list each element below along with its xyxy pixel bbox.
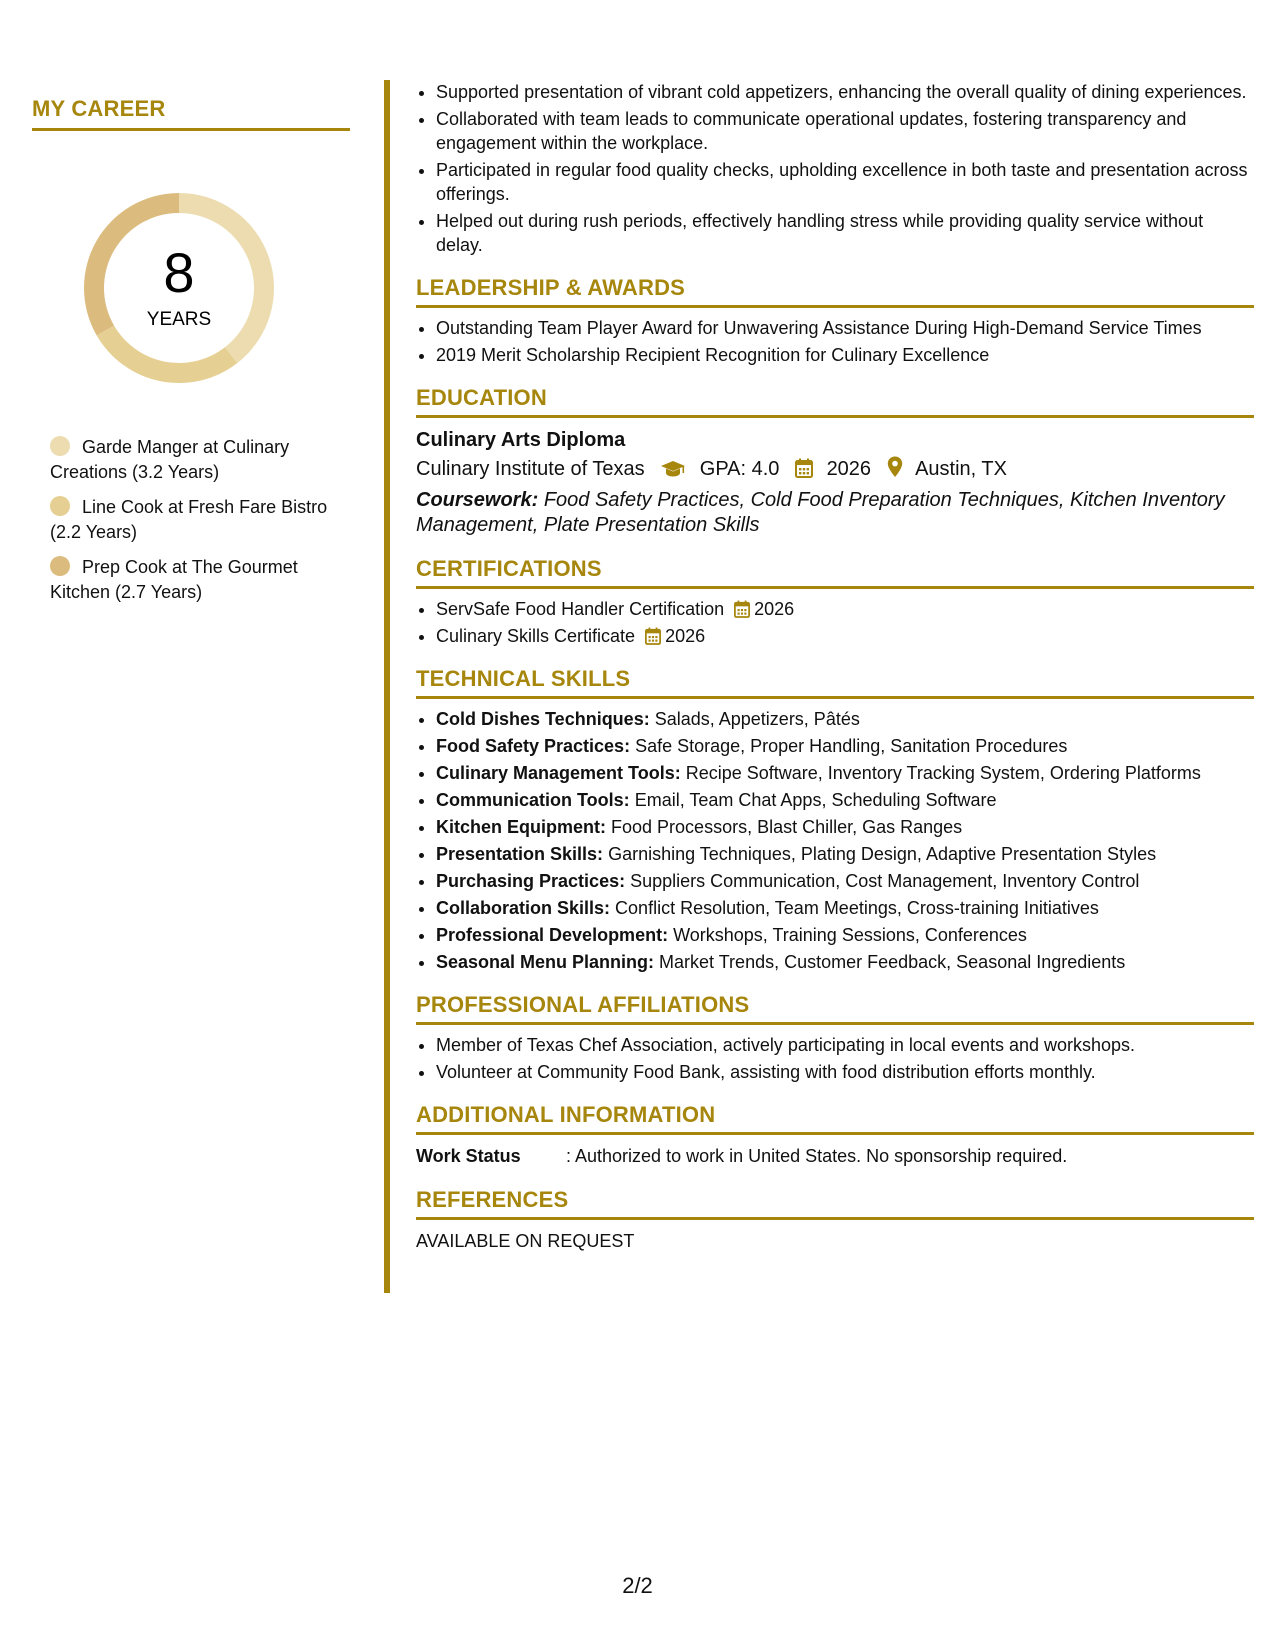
- leadership-title: LEADERSHIP & AWARDS: [416, 275, 1254, 308]
- certification-name: ServSafe Food Handler Certification: [436, 599, 725, 619]
- legend-item: [50, 555, 350, 605]
- legend-dot: [50, 496, 70, 516]
- additional-info-title: ADDITIONAL INFORMATION: [416, 1102, 1254, 1135]
- list-item: [436, 869, 1254, 893]
- skill-label: Cold Dishes Techniques:: [436, 709, 650, 729]
- skill-label: Presentation Skills:: [436, 844, 604, 864]
- legend-dot: [50, 436, 70, 456]
- legend-label: Garde Manger at Culinary Creations (3.2 Years): [50, 437, 290, 482]
- calendar-icon: [635, 626, 665, 646]
- list-item: • Outstanding Team Player Award for Unwavering Assistance During High-Demand Service Times: [436, 316, 1254, 340]
- career-title: MY CAREER: [32, 96, 350, 131]
- coursework-value: Food Safety Practices, Cold Food Preparation Techniques, Kitchen Inventory Management, Plate Presentation Skills: [416, 489, 1225, 536]
- total-years-label: YEARS: [146, 309, 212, 330]
- education-degree: Culinary Arts Diploma: [416, 429, 626, 451]
- list-item: [436, 896, 1254, 920]
- education-year: 2026: [826, 458, 872, 480]
- skill-value: Garnishing Techniques, Plating Design, Adaptive Presentation Styles: [608, 844, 1157, 864]
- list-item: • Helped out during rush periods, effectively handling stress while providing quality service without delay.: [436, 209, 1254, 257]
- career-donut-chart: [66, 175, 292, 401]
- legend-label: Line Cook at Fresh Fare Bistro (2.2 Years): [50, 497, 328, 542]
- references-title: REFERENCES: [416, 1187, 1254, 1220]
- certifications-title: CERTIFICATIONS: [416, 556, 1254, 589]
- education-location: Austin, TX: [915, 458, 1007, 480]
- main-content: [416, 80, 1254, 1254]
- education-gpa: GPA: 4.0: [699, 458, 780, 480]
- skill-label: Communication Tools:: [436, 790, 630, 810]
- coursework-label: Coursework:: [416, 489, 539, 511]
- certification-year: 2026: [754, 599, 795, 619]
- skill-value: Conflict Resolution, Team Meetings, Cross-training Initiatives: [615, 898, 1099, 918]
- list-item: [436, 923, 1254, 947]
- affiliations-title: PROFESSIONAL AFFILIATIONS: [416, 992, 1254, 1025]
- education-coursework: [416, 488, 1254, 538]
- skill-label: Collaboration Skills:: [436, 898, 611, 918]
- education-details: [416, 454, 1254, 484]
- list-item: • Collaborated with team leads to communicate operational updates, fostering transparency and engagement within the workplace.: [436, 107, 1254, 155]
- skill-label: Purchasing Practices:: [436, 871, 626, 891]
- list-item: • Volunteer at Community Food Bank, assisting with food distribution efforts monthly.: [436, 1060, 1254, 1084]
- legend-label: Prep Cook at The Gourmet Kitchen (2.7 Years): [50, 557, 298, 602]
- skill-value: Workshops, Training Sessions, Conferences: [673, 925, 1027, 945]
- leadership-list: [416, 316, 1254, 367]
- legend-item: [50, 435, 350, 485]
- list-item: • Supported presentation of vibrant cold appetizers, enhancing the overall quality of dining experiences.: [436, 80, 1254, 104]
- skill-value: Salads, Appetizers, Pâtés: [654, 709, 860, 729]
- legend-dot: [50, 556, 70, 576]
- calendar-icon: [724, 599, 754, 619]
- list-item: [436, 624, 1254, 648]
- experience-bullets: [416, 80, 1254, 257]
- skill-value: Recipe Software, Inventory Tracking System, Ordering Platforms: [685, 763, 1201, 783]
- skill-label: Professional Development:: [436, 925, 669, 945]
- certifications-list: [416, 597, 1254, 648]
- list-item: [436, 761, 1254, 785]
- education-title: EDUCATION: [416, 385, 1254, 418]
- references-text: AVAILABLE ON REQUEST: [416, 1231, 635, 1251]
- list-item: [436, 788, 1254, 812]
- work-status-row: [416, 1143, 1254, 1169]
- calendar-icon: [785, 458, 821, 480]
- list-item: • Participated in regular food quality checks, upholding excellence in both taste and presentation across offerings.: [436, 158, 1254, 206]
- skill-value: Food Processors, Blast Chiller, Gas Ranges: [611, 817, 963, 837]
- career-legend: [32, 435, 350, 605]
- education-school: Culinary Institute of Texas: [416, 458, 645, 480]
- list-item: [436, 815, 1254, 839]
- list-item: [436, 950, 1254, 974]
- page-number: 2/2: [622, 1573, 653, 1598]
- work-status-value: : Authorized to work in United States. No sponsorship required.: [566, 1146, 1068, 1166]
- skill-label: Food Safety Practices:: [436, 736, 631, 756]
- list-item: • 2019 Merit Scholarship Recipient Recognition for Culinary Excellence: [436, 343, 1254, 367]
- list-item: • Member of Texas Chef Association, actively participating in local events and workshops.: [436, 1033, 1254, 1057]
- skills-title: TECHNICAL SKILLS: [416, 666, 1254, 699]
- skill-label: Culinary Management Tools:: [436, 763, 681, 783]
- skill-label: Seasonal Menu Planning:: [436, 952, 655, 972]
- total-years-number: 8: [163, 241, 195, 304]
- list-item: [436, 707, 1254, 731]
- skill-value: Safe Storage, Proper Handling, Sanitation Procedures: [635, 736, 1068, 756]
- skill-label: Kitchen Equipment:: [436, 817, 606, 837]
- skill-value: Market Trends, Customer Feedback, Seasonal Ingredients: [659, 952, 1126, 972]
- certification-year: 2026: [665, 626, 706, 646]
- list-item: [436, 597, 1254, 621]
- skill-value: Suppliers Communication, Cost Management, Inventory Control: [630, 871, 1140, 891]
- column-divider: [384, 80, 390, 1293]
- graduation-cap-icon: [650, 458, 694, 480]
- affiliations-list: [416, 1033, 1254, 1084]
- career-sidebar: [32, 96, 350, 615]
- skills-list: [416, 707, 1254, 974]
- skill-value: Email, Team Chat Apps, Scheduling Software: [634, 790, 997, 810]
- list-item: [436, 842, 1254, 866]
- location-pin-icon: [877, 458, 911, 480]
- certification-name: Culinary Skills Certificate: [436, 626, 636, 646]
- list-item: [436, 734, 1254, 758]
- legend-item: [50, 495, 350, 545]
- work-status-label: Work Status: [416, 1146, 521, 1166]
